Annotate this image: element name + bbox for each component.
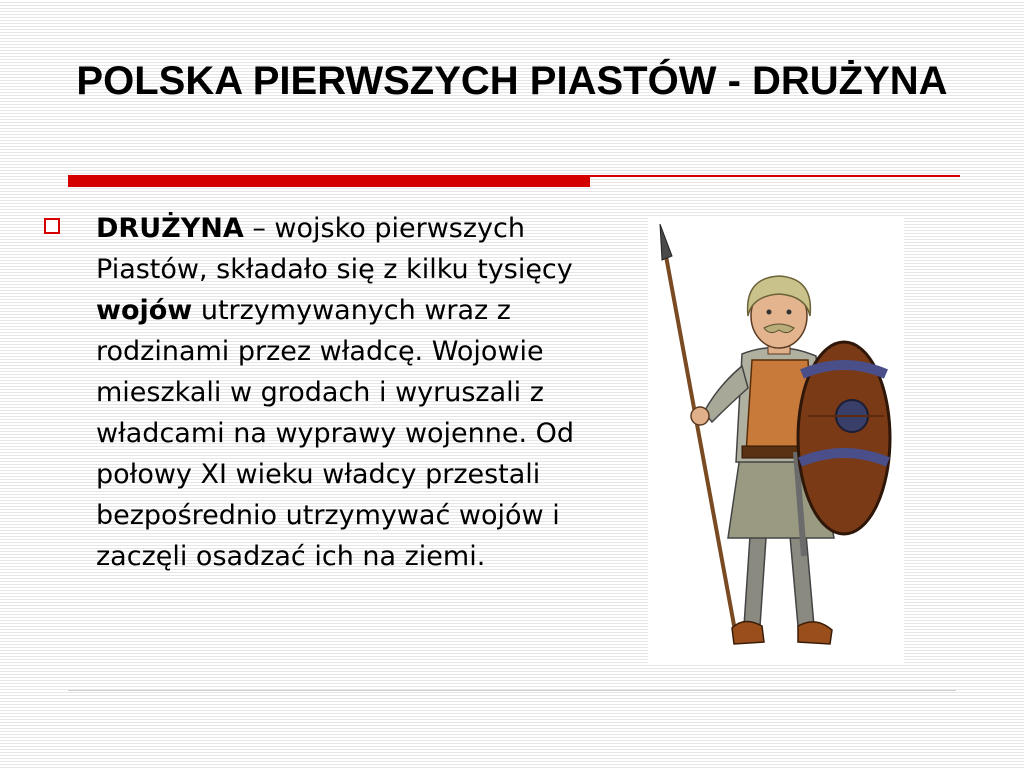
title-underline-thin (590, 175, 960, 177)
spear-icon (666, 256, 736, 636)
hand (691, 407, 709, 425)
title-underline-thick (68, 175, 590, 187)
bullet-text-part1: – wojsko pierwszych Piastów, składało się z kilku tysięcy (96, 213, 573, 285)
slide-title: POLSKA PIERWSZYCH PIASTÓW - DRUŻYNA (76, 59, 948, 103)
hollow-square-bullet-icon (44, 218, 60, 234)
right-shoe (798, 622, 832, 644)
bottom-rule (68, 690, 956, 691)
bullet-term: DRUŻYNA (96, 213, 244, 244)
bullet-paragraph (96, 208, 606, 577)
spear-head-icon (660, 224, 672, 260)
warrior-illustration (648, 216, 904, 664)
bullet-text-part2: utrzymywanych wraz z rodzinami przez władcę. Wojowie mieszkali w grodach i wyruszali z władcami na wyprawy wojenne. Od połowy XI wieku władcy przestali bezpośrednio utrzymywać wojów i zaczęli osadzać ich na ziemi. (96, 295, 575, 572)
left-shoe (732, 621, 764, 644)
bullet-bold-word: wojów (96, 295, 193, 326)
warrior-icon (648, 216, 904, 664)
